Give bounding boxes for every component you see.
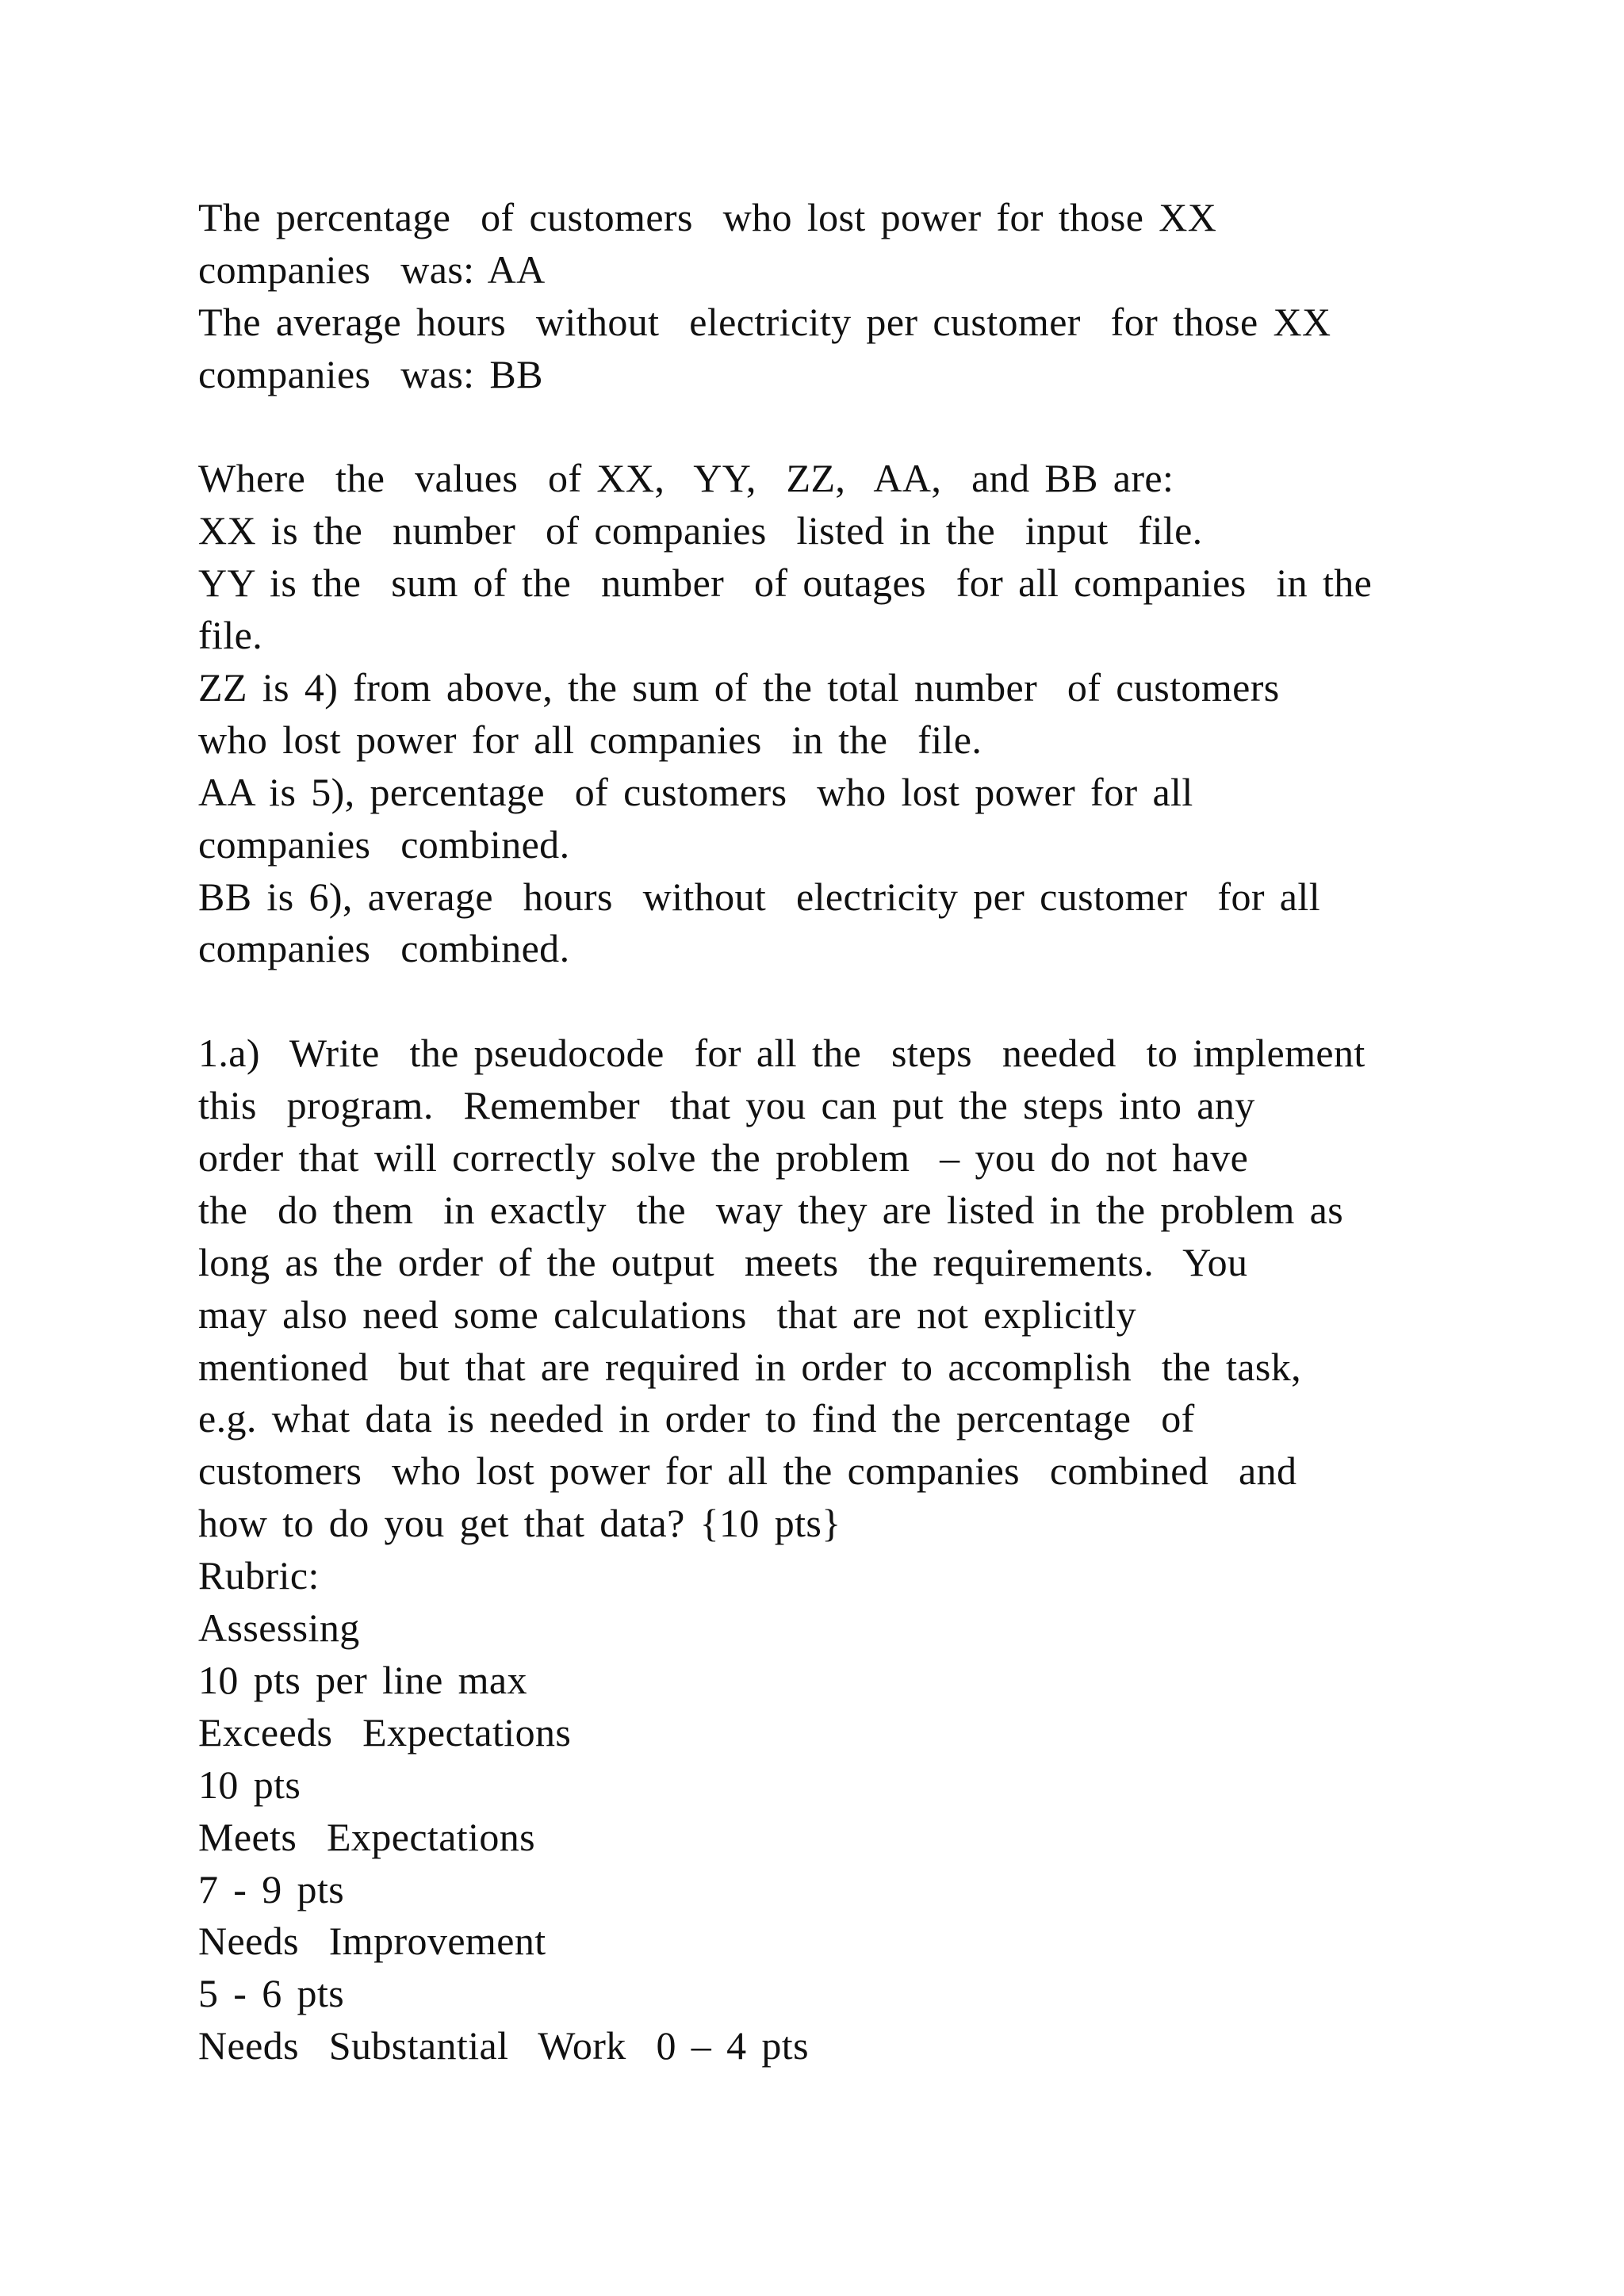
text-line: companies was: AA — [198, 247, 546, 292]
text-line: The percentage of customers who lost power for those XX — [198, 195, 1217, 239]
rubric-level: Needs Substantial Work 0 – 4 pts — [198, 2023, 809, 2068]
text-line: long as the order of the output meets the requirements. You — [198, 1239, 1248, 1284]
text-line: who lost power for all companies in the file. — [198, 717, 982, 762]
paragraph-spacer — [198, 401, 1499, 453]
rubric-points: 7 - 9 pts — [198, 1866, 345, 1911]
text-line: e.g. what data is needed in order to find the percentage of — [198, 1396, 1195, 1441]
text-line: companies was: BB — [198, 351, 543, 396]
question-paragraph — [198, 1027, 1499, 1550]
text-line: this program. Remember that you can put the steps into any — [198, 1083, 1255, 1128]
text-line: order that will correctly solve the problem – you do not have — [198, 1135, 1249, 1181]
totals-paragraph — [198, 192, 1499, 401]
rubric-line: Assessing — [198, 1605, 360, 1651]
text-line: companies combined. — [198, 821, 570, 867]
text-line: Where the values of XX, YY, ZZ, AA, and BB are: — [198, 456, 1174, 501]
rubric-level: Meets Expectations — [198, 1814, 536, 1859]
text-line: 1.a) Write the pseudocode for all the steps needed to implement — [198, 1031, 1365, 1076]
text-line: companies combined. — [198, 926, 570, 971]
text-line: AA is 5), percentage of customers who lost power for all — [198, 769, 1193, 814]
rubric-points: 10 pts — [198, 1762, 301, 1807]
text-line: BB is 6), average hours without electricity per customer for all — [198, 874, 1320, 919]
text-line: ZZ is 4) from above, the sum of the total number of customers — [198, 665, 1280, 710]
rubric-level: Needs Improvement — [198, 1919, 546, 1964]
text-line: the do them in exactly the way they are listed in the problem as — [198, 1187, 1344, 1232]
text-line: mentioned but that are required in order to accomplish the task, — [198, 1344, 1302, 1389]
text-line: YY is the sum of the number of outages for all companies in the — [198, 561, 1373, 606]
rubric-heading: Rubric: — [198, 1553, 320, 1598]
text-line: customers who lost power for all the companies combined and — [198, 1448, 1297, 1494]
text-line: XX is the number of companies listed in the input file. — [198, 508, 1203, 553]
rubric-points: 5 - 6 pts — [198, 1971, 345, 2016]
rubric-level: Exceeds Expectations — [198, 1709, 572, 1755]
text-line: file. — [198, 613, 263, 658]
paragraph-spacer — [198, 975, 1499, 1027]
rubric-section — [198, 1550, 1499, 2072]
definitions-paragraph — [198, 453, 1499, 975]
text-line: how to do you get that data? {10 pts} — [198, 1501, 841, 1546]
text-line: The average hours without electricity per customer for those XX — [198, 299, 1331, 344]
rubric-line: 10 pts per line max — [198, 1657, 527, 1702]
text-line: may also need some calculations that are not explicitly — [198, 1292, 1136, 1337]
document-body — [198, 192, 1499, 2072]
